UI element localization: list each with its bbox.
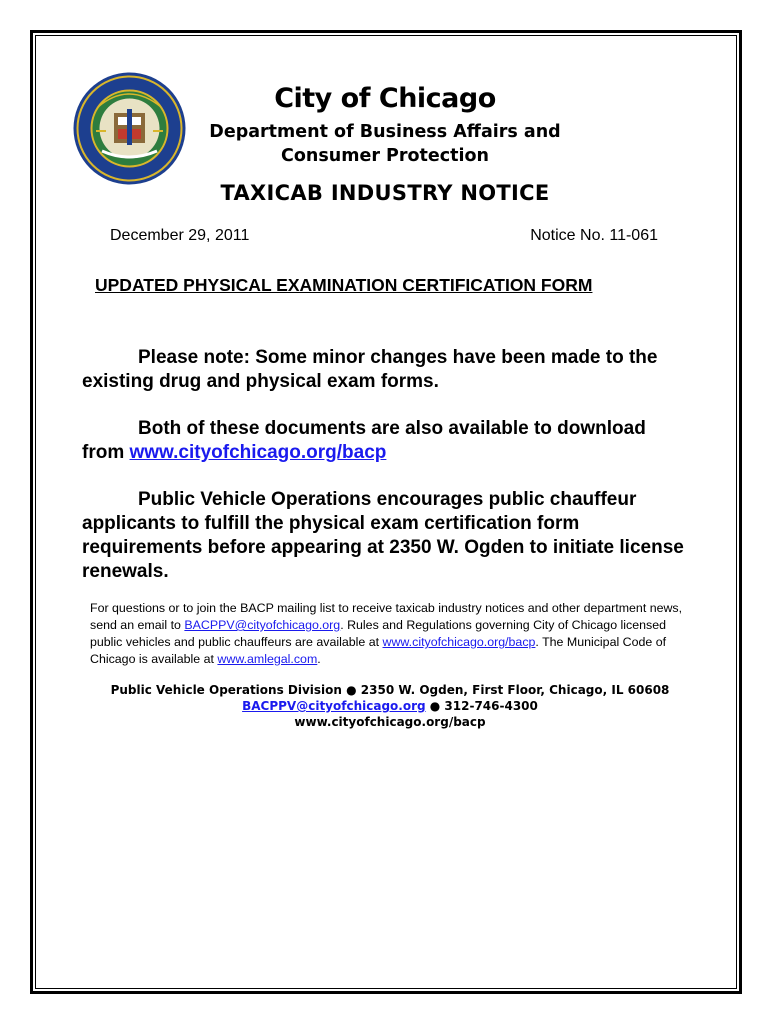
paragraph-operations-text: Public Vehicle Operations encourages public chauffeur applicants to fulfill the physical exam certification form requirements before appearing at 2350 W. Ogden to initiate license renewals.: [82, 489, 684, 582]
footer-email-link[interactable]: BACPPV@cityofchicago.org: [242, 699, 426, 713]
contact-bacp-link[interactable]: www.cityofchicago.org/bacp: [382, 635, 536, 649]
notice-number: Notice No. 11-061: [530, 227, 658, 244]
city-seal-logo: [72, 71, 187, 186]
contact-text-4: .: [317, 652, 321, 666]
paragraph-changes-text: Please note: Some minor changes have been made to the existing drug and physical exam forms.: [82, 347, 658, 392]
contact-text-1: For questions or to join the BACP mailing list to receive taxicab industry notices and other department news, send an email to: [90, 601, 683, 632]
paragraph-download-text: Both of these documents are also available to download from: [82, 418, 646, 463]
contact-text-3: . The Municipal Code of Chicago is available at: [90, 635, 667, 666]
department-line-1: Department of Business Affairs and: [209, 122, 561, 142]
subject-heading: UPDATED PHYSICAL EXAMINATION CERTIFICATION FORM: [95, 275, 593, 295]
paragraph-changes: [82, 346, 692, 394]
notice-title: TAXICAB INDUSTRY NOTICE: [220, 181, 550, 205]
paragraph-operations: [82, 488, 692, 584]
paragraph-download: [82, 417, 692, 465]
department-name: [180, 120, 590, 168]
city-title: City of Chicago: [274, 83, 496, 114]
bacp-website-link[interactable]: www.cityofchicago.org/bacp: [129, 442, 387, 463]
department-line-2: Consumer Protection: [281, 146, 489, 166]
amlegal-link[interactable]: www.amlegal.com: [217, 652, 318, 666]
footer-website: www.cityofchicago.org/bacp: [294, 715, 486, 729]
footer-phone: ● 312-746-4300: [425, 699, 538, 713]
footer-address: Public Vehicle Operations Division ● 2350 W. Ogden, First Floor, Chicago, IL 60608: [110, 683, 670, 697]
notice-date: December 29, 2011: [110, 227, 250, 244]
contact-email-link[interactable]: BACPPV@cityofchicago.org: [184, 618, 341, 632]
contact-text-2: . Rules and Regulations governing City of Chicago licensed public vehicles and public chauffeurs are available at: [90, 618, 666, 649]
footer-contact: [90, 698, 690, 714]
contact-paragraph: [90, 600, 690, 668]
